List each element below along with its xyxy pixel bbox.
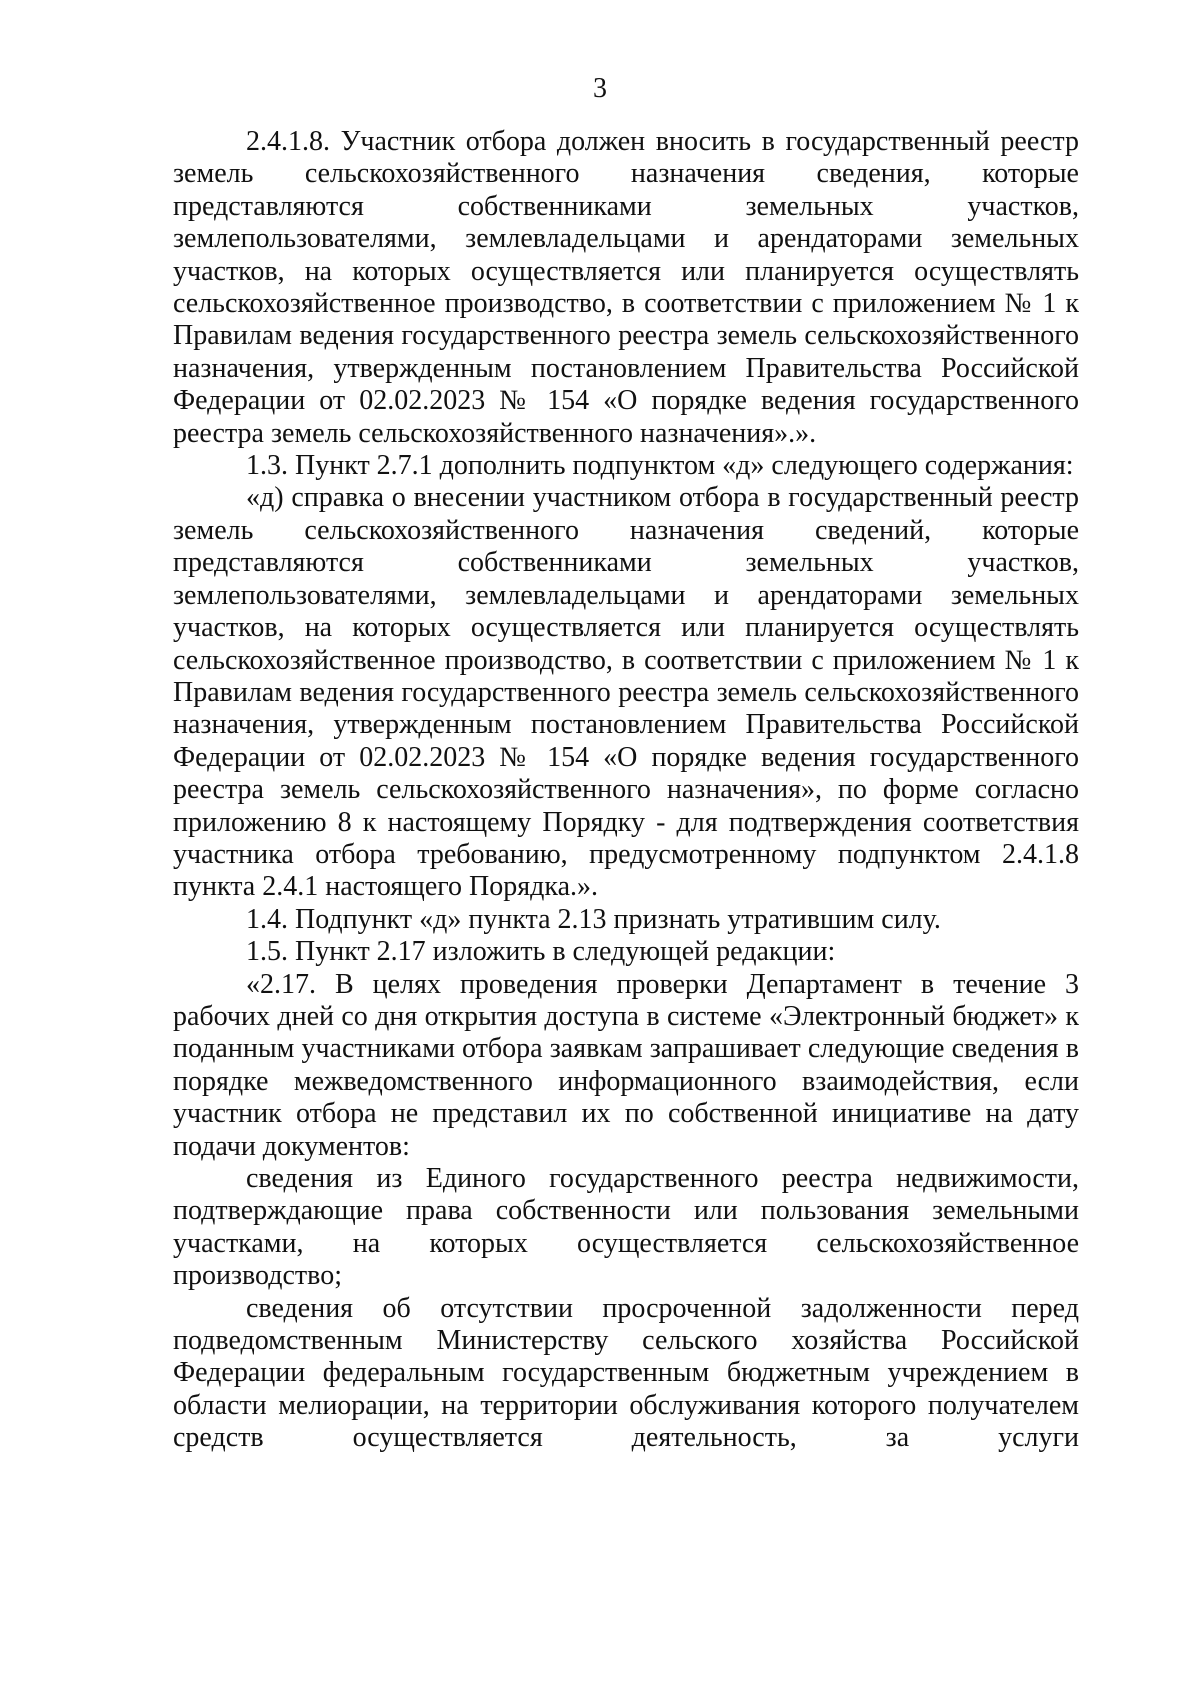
paragraph-1-3: 1.3. Пункт 2.7.1 дополнить подпунктом «д» следующего содержания: — [246, 450, 1074, 482]
paragraph-1-5: 1.5. Пункт 2.17 изложить в следующей редакции: — [246, 936, 836, 968]
document-body — [173, 126, 1079, 1455]
paragraph-2-4-1-8: 2.4.1.8. Участник отбора должен вносить в государственный реестр земель сельскохозяйственного назначения сведения, которые представляются собственниками земельных участков, землепользователями, землевладельцами и арендаторами земельных участков, на которых осуществляется или планируется осуществлять сельскохозяйственное производство, в соответствии с приложением № 1 к Правилам ведения государственного реестра земель сельскохозяйственного назначения, утвержденным постановлением Правительства Российской Федерации от 02.02.2023 № 154 «О порядке ведения государственного реестра земель сельскохозяйственного назначения».». — [173, 126, 1079, 449]
paragraph-egrn-info: сведения из Единого государственного реестра недвижимости, подтверждающие права собственности или пользования земельными участками, на которых осуществляется сельскохозяйственное производство; — [173, 1163, 1079, 1292]
page-number: 3 — [593, 73, 607, 104]
paragraph-1-4: 1.4. Подпункт «д» пункта 2.13 признать утратившим силу. — [246, 903, 941, 935]
paragraph-2-17: «2.17. В целях проведения проверки Департамент в течение 3 рабочих дней со дня открытия доступа в системе «Электронный бюджет» к поданным участниками отбора заявкам запрашивает следующие сведения в порядке межведомственного информационного взаимодействия, если участник отбора не представил их по собственной инициативе на дату подачи документов: — [173, 968, 1079, 1162]
paragraph-subpoint-d: «д) справка о внесении участником отбора в государственный реестр земель сельскохозяйственного назначения сведений, которые представляются собственниками земельных участков, землепользователями, землевладельцами и арендаторами земельных участков, на которых осуществляется или планируется осуществлять сельскохозяйственное производство, в соответствии с приложением № 1 к Правилам ведения государственного реестра земель сельскохозяйственного назначения, утвержденным постановлением Правительства Российской Федерации от 02.02.2023 № 154 «О порядке ведения государственного реестра земель сельскохозяйственного назначения», по форме согласно приложению 8 к настоящему Порядку - для подтверждения соответствия участника отбора требованию, предусмотренному подпунктом 2.4.1.8 пункта 2.4.1 настоящего Порядка.». — [173, 482, 1079, 903]
paragraph-debt-info: сведения об отсутствии просроченной задолженности перед подведомственным Министерству сельского хозяйства Российской Федерации федеральным государственным бюджетным учреждением в области мелиорации, на территории обслуживания которого получателем средств осуществляется деятельность, за услуги — [173, 1292, 1079, 1454]
